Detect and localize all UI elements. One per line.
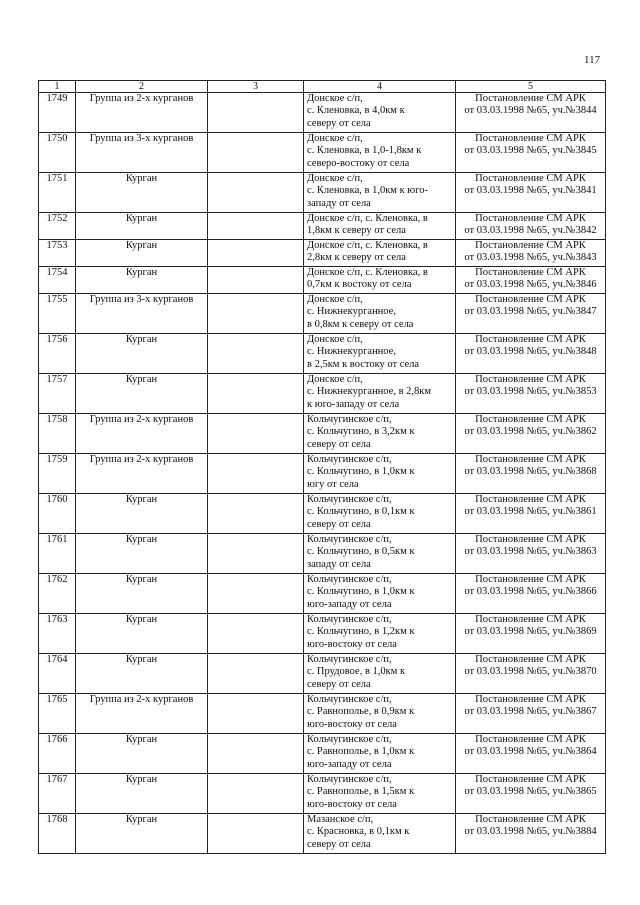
location-line: Донское с/п, bbox=[307, 93, 363, 104]
decree-line: от 03.03.1998 №65, уч.№3861 bbox=[464, 506, 597, 518]
location-line: северу от села bbox=[307, 117, 371, 129]
table-row bbox=[39, 240, 606, 267]
location-line: 2,8км к северу от села bbox=[307, 252, 406, 264]
object-name: Группа из 3-х курганов bbox=[76, 133, 208, 173]
location-line: 0,7км к востоку от села bbox=[307, 279, 412, 291]
row-number: 1765 bbox=[39, 694, 76, 734]
table-row bbox=[39, 374, 606, 414]
location-line: Кольчугинское с/п, bbox=[307, 454, 392, 465]
location-line: Кольчугинское с/п, bbox=[307, 774, 392, 785]
location-line: с. Равнополье, в 0,9км к bbox=[307, 706, 415, 718]
object-name: Группа из 2-х курганов bbox=[76, 694, 208, 734]
decree-line: от 03.03.1998 №65, уч.№3846 bbox=[464, 279, 597, 291]
location-line: северо-востоку от села bbox=[307, 157, 410, 169]
location-line: с. Равнополье, в 1,5км к bbox=[307, 786, 415, 798]
decree-cell bbox=[456, 374, 606, 414]
empty-cell bbox=[208, 534, 304, 574]
decree-cell bbox=[456, 93, 606, 133]
location-cell bbox=[304, 614, 456, 654]
object-name: Группа из 2-х курганов bbox=[76, 454, 208, 494]
location-line: с. Кленовка, в 1,0км к юго- bbox=[307, 185, 428, 197]
location-line: Донское с/п, bbox=[307, 173, 363, 184]
object-name: Курган bbox=[76, 814, 208, 854]
empty-cell bbox=[208, 213, 304, 240]
table-row bbox=[39, 734, 606, 774]
decree-line: Постановление СМ АРК bbox=[475, 574, 586, 585]
row-number: 1760 bbox=[39, 494, 76, 534]
decree-line: Постановление СМ АРК bbox=[475, 734, 586, 745]
table-row bbox=[39, 774, 606, 814]
decree-line: от 03.03.1998 №65, уч.№3865 bbox=[464, 786, 597, 798]
location-line: Донское с/п, bbox=[307, 133, 363, 144]
row-number: 1753 bbox=[39, 240, 76, 267]
table-row bbox=[39, 133, 606, 173]
location-line: северу от села bbox=[307, 838, 371, 850]
decree-cell bbox=[456, 173, 606, 213]
table-row bbox=[39, 334, 606, 374]
row-number: 1754 bbox=[39, 267, 76, 294]
location-line: в 0,8км к северу от села bbox=[307, 318, 414, 330]
empty-cell bbox=[208, 694, 304, 734]
decree-cell bbox=[456, 454, 606, 494]
monuments-table bbox=[38, 80, 606, 854]
location-line: северу от села bbox=[307, 518, 371, 530]
object-name: Курган bbox=[76, 213, 208, 240]
decree-cell bbox=[456, 133, 606, 173]
decree-line: от 03.03.1998 №65, уч.№3853 bbox=[464, 386, 597, 398]
table-row bbox=[39, 814, 606, 854]
decree-line: от 03.03.1998 №65, уч.№3864 bbox=[464, 746, 597, 758]
decree-line: Постановление СМ АРК bbox=[475, 614, 586, 625]
empty-cell bbox=[208, 334, 304, 374]
decree-line: от 03.03.1998 №65, уч.№3842 bbox=[464, 225, 597, 237]
row-number: 1756 bbox=[39, 334, 76, 374]
table-row bbox=[39, 213, 606, 240]
location-cell bbox=[304, 734, 456, 774]
empty-cell bbox=[208, 574, 304, 614]
decree-line: Постановление СМ АРК bbox=[475, 654, 586, 665]
row-number: 1757 bbox=[39, 374, 76, 414]
object-name: Курган bbox=[76, 614, 208, 654]
table-row bbox=[39, 574, 606, 614]
row-number: 1752 bbox=[39, 213, 76, 240]
location-cell bbox=[304, 654, 456, 694]
decree-line: от 03.03.1998 №65, уч.№3841 bbox=[464, 185, 597, 197]
table-row bbox=[39, 454, 606, 494]
decree-line: Постановление СМ АРК bbox=[475, 494, 586, 505]
location-line: с. Равнополье, в 1,0км к bbox=[307, 746, 415, 758]
decree-line: Постановление СМ АРК bbox=[475, 774, 586, 785]
decree-line: Постановление СМ АРК bbox=[475, 814, 586, 825]
decree-line: Постановление СМ АРК bbox=[475, 267, 586, 278]
decree-cell bbox=[456, 734, 606, 774]
location-line: с. Нижнекурганное, bbox=[307, 306, 396, 318]
object-name: Курган bbox=[76, 574, 208, 614]
empty-cell bbox=[208, 240, 304, 267]
decree-line: Постановление СМ АРК bbox=[475, 454, 586, 465]
column-header: 4 bbox=[304, 81, 456, 93]
object-name: Курган bbox=[76, 240, 208, 267]
location-line: Кольчугинское с/п, bbox=[307, 414, 392, 425]
column-header: 2 bbox=[76, 81, 208, 93]
location-line: юго-востоку от села bbox=[307, 798, 397, 810]
location-cell bbox=[304, 267, 456, 294]
decree-cell bbox=[456, 213, 606, 240]
decree-line: от 03.03.1998 №65, уч.№3870 bbox=[464, 666, 597, 678]
empty-cell bbox=[208, 294, 304, 334]
location-line: с. Кольчугино, в 1,2км к bbox=[307, 626, 415, 638]
empty-cell bbox=[208, 614, 304, 654]
empty-cell bbox=[208, 454, 304, 494]
location-cell bbox=[304, 454, 456, 494]
decree-cell bbox=[456, 267, 606, 294]
location-line: Кольчугинское с/п, bbox=[307, 574, 392, 585]
decree-line: от 03.03.1998 №65, уч.№3884 bbox=[464, 826, 597, 838]
decree-cell bbox=[456, 534, 606, 574]
row-number: 1768 bbox=[39, 814, 76, 854]
decree-line: Постановление СМ АРК bbox=[475, 294, 586, 305]
decree-cell bbox=[456, 654, 606, 694]
table-body bbox=[39, 93, 606, 854]
decree-line: Постановление СМ АРК bbox=[475, 334, 586, 345]
row-number: 1759 bbox=[39, 454, 76, 494]
location-line: Кольчугинское с/п, bbox=[307, 614, 392, 625]
table-row bbox=[39, 694, 606, 734]
location-cell bbox=[304, 334, 456, 374]
decree-cell bbox=[456, 574, 606, 614]
decree-line: от 03.03.1998 №65, уч.№3868 bbox=[464, 466, 597, 478]
row-number: 1755 bbox=[39, 294, 76, 334]
object-name: Курган bbox=[76, 534, 208, 574]
decree-line: Постановление СМ АРК bbox=[475, 133, 586, 144]
decree-line: Постановление СМ АРК bbox=[475, 93, 586, 104]
table-header-row bbox=[39, 81, 606, 93]
decree-cell bbox=[456, 240, 606, 267]
row-number: 1767 bbox=[39, 774, 76, 814]
object-name: Курган bbox=[76, 494, 208, 534]
object-name: Курган bbox=[76, 734, 208, 774]
location-line: с. Кольчугино, в 1,0км к bbox=[307, 586, 415, 598]
table-row bbox=[39, 534, 606, 574]
location-cell bbox=[304, 294, 456, 334]
decree-cell bbox=[456, 614, 606, 654]
row-number: 1749 bbox=[39, 93, 76, 133]
row-number: 1762 bbox=[39, 574, 76, 614]
row-number: 1761 bbox=[39, 534, 76, 574]
decree-line: от 03.03.1998 №65, уч.№3869 bbox=[464, 626, 597, 638]
object-name: Группа из 3-х курганов bbox=[76, 294, 208, 334]
decree-cell bbox=[456, 494, 606, 534]
location-line: югу от села bbox=[307, 478, 359, 490]
decree-line: Постановление СМ АРК bbox=[475, 173, 586, 184]
location-line: с. Кольчугино, в 3,2км к bbox=[307, 426, 415, 438]
object-name: Курган bbox=[76, 374, 208, 414]
page-number: 117 bbox=[584, 54, 601, 66]
decree-line: от 03.03.1998 №65, уч.№3847 bbox=[464, 306, 597, 318]
location-line: Донское с/п, с. Кленовка, в bbox=[307, 213, 428, 224]
location-line: с. Кольчугино, в 1,0км к bbox=[307, 466, 415, 478]
location-line: юго-западу от села bbox=[307, 758, 392, 770]
location-line: Донское с/п, с. Кленовка, в bbox=[307, 267, 428, 278]
location-cell bbox=[304, 694, 456, 734]
row-number: 1763 bbox=[39, 614, 76, 654]
location-cell bbox=[304, 93, 456, 133]
object-name: Курган bbox=[76, 774, 208, 814]
location-line: Донское с/п, с. Кленовка, в bbox=[307, 240, 428, 251]
row-number: 1764 bbox=[39, 654, 76, 694]
empty-cell bbox=[208, 374, 304, 414]
decree-cell bbox=[456, 774, 606, 814]
table-row bbox=[39, 614, 606, 654]
location-cell bbox=[304, 574, 456, 614]
location-line: западу от села bbox=[307, 558, 371, 570]
table-row bbox=[39, 93, 606, 133]
decree-line: Постановление СМ АРК bbox=[475, 694, 586, 705]
decree-line: Постановление СМ АРК bbox=[475, 240, 586, 251]
location-line: 1,8км к северу от села bbox=[307, 225, 406, 237]
empty-cell bbox=[208, 494, 304, 534]
row-number: 1758 bbox=[39, 414, 76, 454]
location-cell bbox=[304, 814, 456, 854]
object-name: Курган bbox=[76, 654, 208, 694]
location-line: Кольчугинское с/п, bbox=[307, 694, 392, 705]
location-line: с. Нижнекурганное, в 2,8км bbox=[307, 386, 432, 398]
decree-line: от 03.03.1998 №65, уч.№3863 bbox=[464, 546, 597, 558]
object-name: Курган bbox=[76, 334, 208, 374]
decree-line: от 03.03.1998 №65, уч.№3843 bbox=[464, 252, 597, 264]
decree-line: Постановление СМ АРК bbox=[475, 374, 586, 385]
empty-cell bbox=[208, 173, 304, 213]
location-line: с. Красновка, в 0,1км к bbox=[307, 826, 410, 838]
location-line: с. Нижнекурганное, bbox=[307, 346, 396, 358]
decree-line: от 03.03.1998 №65, уч.№3866 bbox=[464, 586, 597, 598]
object-name: Группа из 2-х курганов bbox=[76, 414, 208, 454]
empty-cell bbox=[208, 133, 304, 173]
table-row bbox=[39, 294, 606, 334]
location-line: Кольчугинское с/п, bbox=[307, 494, 392, 505]
location-cell bbox=[304, 240, 456, 267]
decree-cell bbox=[456, 694, 606, 734]
column-header: 3 bbox=[208, 81, 304, 93]
decree-line: Постановление СМ АРК bbox=[475, 213, 586, 224]
column-header: 1 bbox=[39, 81, 76, 93]
location-line: юго-востоку от села bbox=[307, 638, 397, 650]
location-line: Донское с/п, bbox=[307, 294, 363, 305]
location-line: юго-западу от села bbox=[307, 598, 392, 610]
location-line: Донское с/п, bbox=[307, 374, 363, 385]
location-line: Мазанское с/п, bbox=[307, 814, 374, 825]
decree-line: от 03.03.1998 №65, уч.№3848 bbox=[464, 346, 597, 358]
object-name: Курган bbox=[76, 267, 208, 294]
location-line: Кольчугинское с/п, bbox=[307, 534, 392, 545]
location-line: с. Кленовка, в 4,0км к bbox=[307, 105, 405, 117]
location-line: юго-востоку от села bbox=[307, 718, 397, 730]
decree-cell bbox=[456, 814, 606, 854]
row-number: 1766 bbox=[39, 734, 76, 774]
table-row bbox=[39, 267, 606, 294]
location-line: с. Кольчугино, в 0,5км к bbox=[307, 546, 415, 558]
location-line: с. Кленовка, в 1,0-1,8км к bbox=[307, 145, 422, 157]
location-line: северу от села bbox=[307, 678, 371, 690]
decree-cell bbox=[456, 294, 606, 334]
location-line: с. Прудовое, в 1,0км к bbox=[307, 666, 406, 678]
decree-cell bbox=[456, 334, 606, 374]
table-row bbox=[39, 654, 606, 694]
empty-cell bbox=[208, 774, 304, 814]
location-cell bbox=[304, 534, 456, 574]
location-cell bbox=[304, 213, 456, 240]
location-line: северу от села bbox=[307, 438, 371, 450]
location-line: Кольчугинское с/п, bbox=[307, 654, 392, 665]
location-cell bbox=[304, 374, 456, 414]
decree-line: Постановление СМ АРК bbox=[475, 534, 586, 545]
decree-line: от 03.03.1998 №65, уч.№3867 bbox=[464, 706, 597, 718]
empty-cell bbox=[208, 734, 304, 774]
decree-line: от 03.03.1998 №65, уч.№3845 bbox=[464, 145, 597, 157]
location-line: в 2,5км к востоку от села bbox=[307, 358, 420, 370]
decree-cell bbox=[456, 414, 606, 454]
location-line: Кольчугинское с/п, bbox=[307, 734, 392, 745]
table-row bbox=[39, 414, 606, 454]
decree-line: от 03.03.1998 №65, уч.№3844 bbox=[464, 105, 597, 117]
location-line: Донское с/п, bbox=[307, 334, 363, 345]
location-line: западу от села bbox=[307, 197, 371, 209]
location-cell bbox=[304, 494, 456, 534]
location-cell bbox=[304, 774, 456, 814]
column-header: 5 bbox=[456, 81, 606, 93]
decree-line: Постановление СМ АРК bbox=[475, 414, 586, 425]
row-number: 1751 bbox=[39, 173, 76, 213]
object-name: Группа из 2-х курганов bbox=[76, 93, 208, 133]
empty-cell bbox=[208, 414, 304, 454]
table-row bbox=[39, 494, 606, 534]
empty-cell bbox=[208, 93, 304, 133]
table-row bbox=[39, 173, 606, 213]
empty-cell bbox=[208, 267, 304, 294]
location-line: к юго-западу от села bbox=[307, 398, 400, 410]
empty-cell bbox=[208, 814, 304, 854]
location-cell bbox=[304, 414, 456, 454]
location-line: с. Кольчугино, в 0,1км к bbox=[307, 506, 415, 518]
row-number: 1750 bbox=[39, 133, 76, 173]
object-name: Курган bbox=[76, 173, 208, 213]
location-cell bbox=[304, 173, 456, 213]
empty-cell bbox=[208, 654, 304, 694]
decree-line: от 03.03.1998 №65, уч.№3862 bbox=[464, 426, 597, 438]
location-cell bbox=[304, 133, 456, 173]
